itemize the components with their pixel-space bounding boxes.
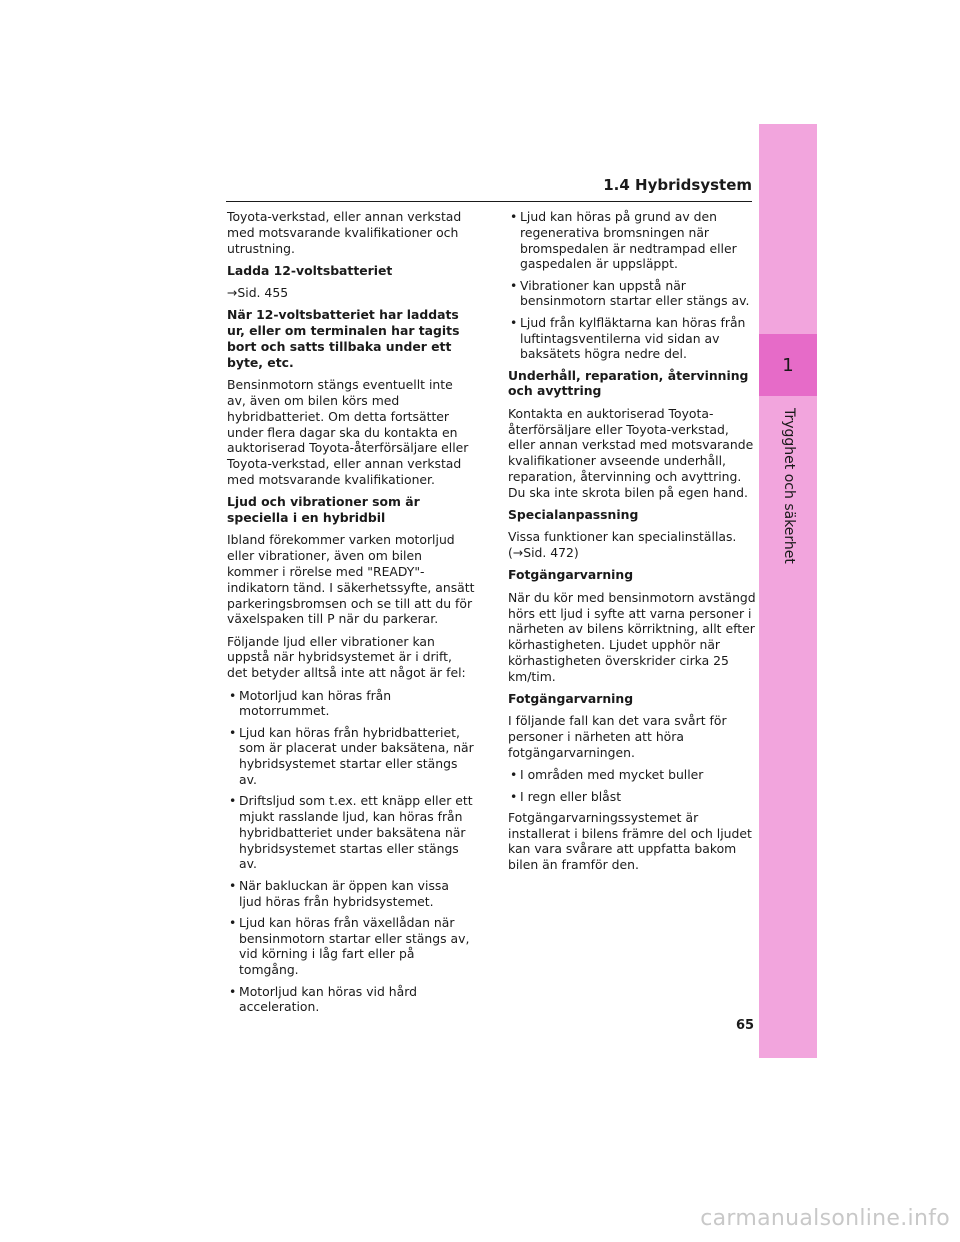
section-heading: När 12-voltsbatteriet har laddats ur, eller om terminalen har tagits bort och satts tillbaka under ett byte, etc. [227, 307, 460, 370]
left-column [227, 209, 475, 1021]
list-item: • Ljud kan höras från hybridbatteriet, som är placerat under baksätena, när hybridsystemet startar eller stängs av. [227, 725, 475, 788]
body-paragraph: I följande fall kan det vara svårt för personer i närheten att höra fotgängarvarningen. [508, 713, 727, 760]
body-paragraph: När du kör med bensinmotorn avstängd hörs ett ljud i syfte att varna personer i närheten av bilens körriktning, allt efter körhastigheten. Ljudet upphör när körhastigheten överskrider cirka 25 km/tim. [508, 589, 756, 684]
section-heading: Ladda 12-voltsbatteriet [227, 262, 393, 278]
body-paragraph: Ibland förekommer varken motorljud eller vibrationer, även om bilen kommer i rörelse med "READY"-indikatorn tänd. I säkerhetssyfte, ansätt parkeringsbromsen och se till att du för växelspaken till P när du parkerar. [227, 532, 475, 627]
right-column [508, 209, 758, 879]
body-paragraph: Bensinmotorn stängs eventuellt inte av, även om bilen körs med hybridbatteriet. Om detta fortsätter under flera dagar ska du kontakta en auktoriserad Toyota-återförsäljare eller Toyota-verkstad, eller annan verkstad med motsvarande kvalifikationer. [227, 377, 469, 487]
list-item: • När bakluckan är öppen kan vissa ljud höras från hybridsystemet. [227, 878, 475, 910]
list-item: • Vibrationer kan uppstå när bensinmotorn startar eller stängs av. [508, 278, 758, 310]
body-paragraph: Fotgängarvarningssystemet är installerat i bilens främre del och ljudet kan vara svårare att uppfatta bakom bilen än framför den. [508, 809, 752, 873]
chapter-label: Trygghet och säkerhet [781, 408, 797, 564]
header-divider [226, 201, 752, 202]
section-heading: Underhåll, reparation, återvinning och avyttring [508, 367, 749, 399]
bullet-list [508, 209, 758, 362]
page-number: 65 [736, 1018, 755, 1033]
body-paragraph: Följande ljud eller vibrationer kan uppstå när hybridsystemet är i drift, det betyder alltså inte att något är fel: [227, 633, 466, 681]
bullet-list [227, 688, 475, 1016]
list-item: • I regn eller blåst [508, 789, 758, 805]
body-paragraph: →Sid. 455 [227, 285, 289, 301]
body-paragraph: Kontakta en auktoriserad Toyota-återförsäljare eller Toyota-verkstad, eller annan verkstad med motsvarande kvalifikationer avseende underhåll, reparation, återvinning och avyttring. Du ska inte skrota bilen på egen hand. [508, 405, 754, 500]
section-heading: Specialanpassning [508, 507, 639, 523]
watermark-link[interactable]: carmanualsonline.info [700, 1206, 950, 1231]
list-item: • Driftsljud som t.ex. ett knäpp eller ett mjukt rasslande ljud, kan höras från hybridbatteriet under baksätena när hybridsystemet startas eller stängs av. [227, 793, 475, 872]
section-heading: Ljud och vibrationer som är speciella i en hybridbil [227, 494, 420, 526]
body-paragraph: Vissa funktioner kan specialinställas. (→Sid. 472) [508, 529, 737, 561]
list-item: • Motorljud kan höras vid hård acceleration. [227, 984, 475, 1016]
body-paragraph: Toyota-verkstad, eller annan verkstad med motsvarande kvalifikationer och utrustning. [227, 209, 462, 256]
section-title: 1.4 Hybridsystem [603, 176, 752, 194]
chapter-number: 1 [759, 334, 817, 396]
list-item: • Ljud från kylfläktarna kan höras från luftintagsventilerna vid sidan av baksätets högra nedre del. [508, 315, 758, 362]
section-heading: Fotgängarvarning [508, 691, 634, 707]
list-item: • Motorljud kan höras från motorrummet. [227, 688, 475, 720]
bullet-list [508, 767, 758, 804]
chapter-tab[interactable] [759, 124, 817, 1058]
section-heading: Fotgängarvarning [508, 567, 634, 583]
list-item: • Ljud kan höras på grund av den regenerativa bromsningen när bromspedalen är nedtrampad eller gaspedalen är uppsläppt. [508, 209, 758, 272]
list-item: • Ljud kan höras från växellådan när bensinmotorn startar eller stängs av, vid körning i låg fart eller på tomgång. [227, 915, 475, 978]
list-item: • I områden med mycket buller [508, 767, 758, 783]
